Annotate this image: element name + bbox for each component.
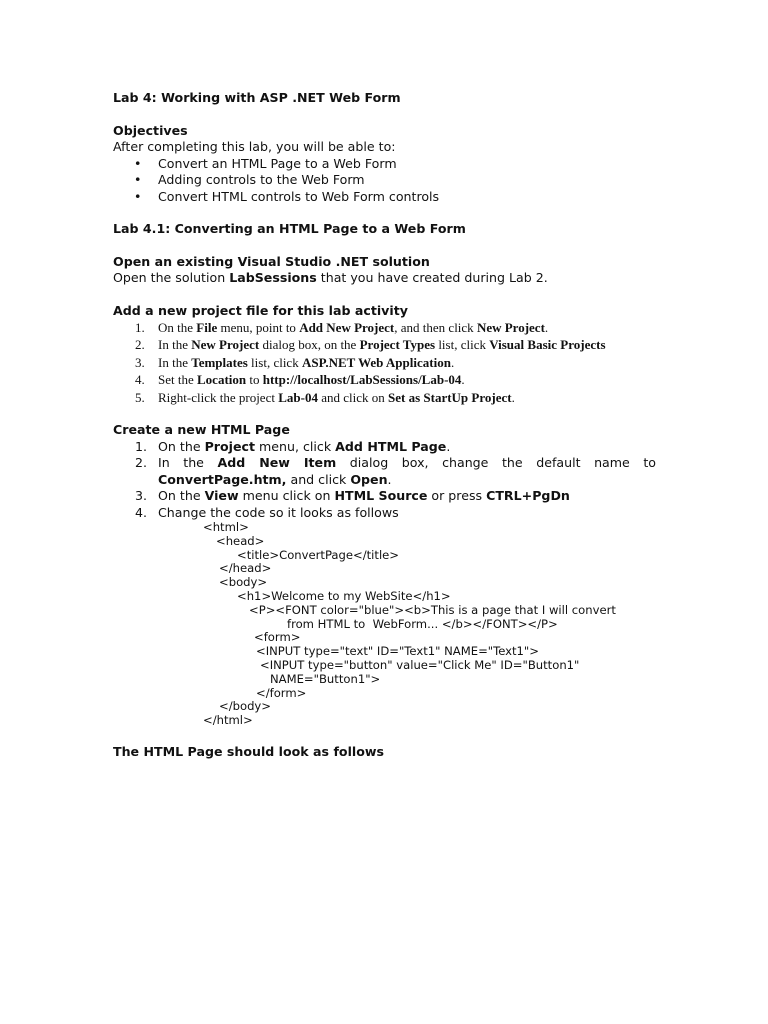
create-html-step: 3. On the View menu click on HTML Source or press CTRL+PgDn — [135, 488, 570, 504]
code-listing — [113, 521, 656, 728]
code-line: NAME="Button1"> — [270, 671, 381, 686]
code-line: <INPUT type="button" value="Click Me" ID="Button1" — [260, 658, 580, 672]
open-solution-text: Open the solution LabSessions that you have created during Lab 2. — [113, 270, 548, 285]
code-line: <body> — [219, 575, 268, 590]
objective-item: • Convert an HTML Page to a Web Form — [113, 156, 656, 173]
code-line: <INPUT type="text" ID="Text1" NAME="Text1"> — [256, 644, 539, 659]
document-content — [113, 90, 656, 760]
objective-item: • Adding controls to the Web Form — [113, 172, 656, 189]
create-html-step: 2. In the Add New Item dialog box, change the default name to ConvertPage.htm, and click Open. — [135, 455, 656, 487]
objectives-intro: After completing this lab, you will be able to: — [113, 139, 396, 154]
code-line: </body> — [219, 699, 272, 714]
objectives-heading: Objectives — [113, 122, 188, 138]
add-project-step: 1. On the File menu, point to Add New Project, and then click New Project. — [135, 320, 549, 335]
add-project-step: 3. In the Templates list, click ASP.NET Web Application. — [135, 354, 455, 370]
code-line: </html> — [203, 713, 253, 728]
code-line: <title>ConvertPage</title> — [237, 547, 400, 562]
code-line: <head> — [216, 533, 265, 548]
create-html-step: 1. On the Project menu, click Add HTML Page. — [135, 438, 451, 454]
add-project-steps — [113, 319, 656, 406]
code-line: <form> — [254, 630, 301, 645]
code-line: <html> — [203, 520, 249, 535]
open-solution-heading: Open an existing Visual Studio .NET solution — [113, 253, 430, 269]
code-line: </head> — [219, 561, 272, 576]
code-line: </form> — [256, 685, 307, 700]
objective-item: • Convert HTML controls to Web Form controls — [113, 189, 656, 206]
code-line: <h1>Welcome to my WebSite</h1> — [237, 589, 451, 604]
create-html-step: 4. Change the code so it looks as follows — [135, 504, 399, 520]
add-project-heading: Add a new project file for this lab activity — [113, 302, 408, 318]
lab-title: Lab 4: Working with ASP .NET Web Form — [113, 90, 401, 105]
section-4-1-heading: Lab 4.1: Converting an HTML Page to a Web Form — [113, 221, 466, 236]
objectives-list — [113, 156, 656, 206]
create-html-heading: Create a new HTML Page — [113, 422, 290, 438]
add-project-step: 2. In the New Project dialog box, on the Project Types list, click Visual Basic Projects — [135, 337, 606, 353]
code-line: <P><FONT color="blue"><b>This is a page that I will convert — [249, 602, 616, 617]
add-project-step: 5. Right-click the project Lab-04 and click on Set as StartUp Project. — [135, 389, 515, 405]
code-line: from HTML to WebForm... </b></FONT></P> — [287, 616, 558, 631]
create-html-steps — [113, 439, 656, 522]
add-project-step: 4. Set the Location to http://localhost/LabSessions/Lab-04. — [135, 372, 465, 388]
closing-heading: The HTML Page should look as follows — [113, 743, 384, 759]
